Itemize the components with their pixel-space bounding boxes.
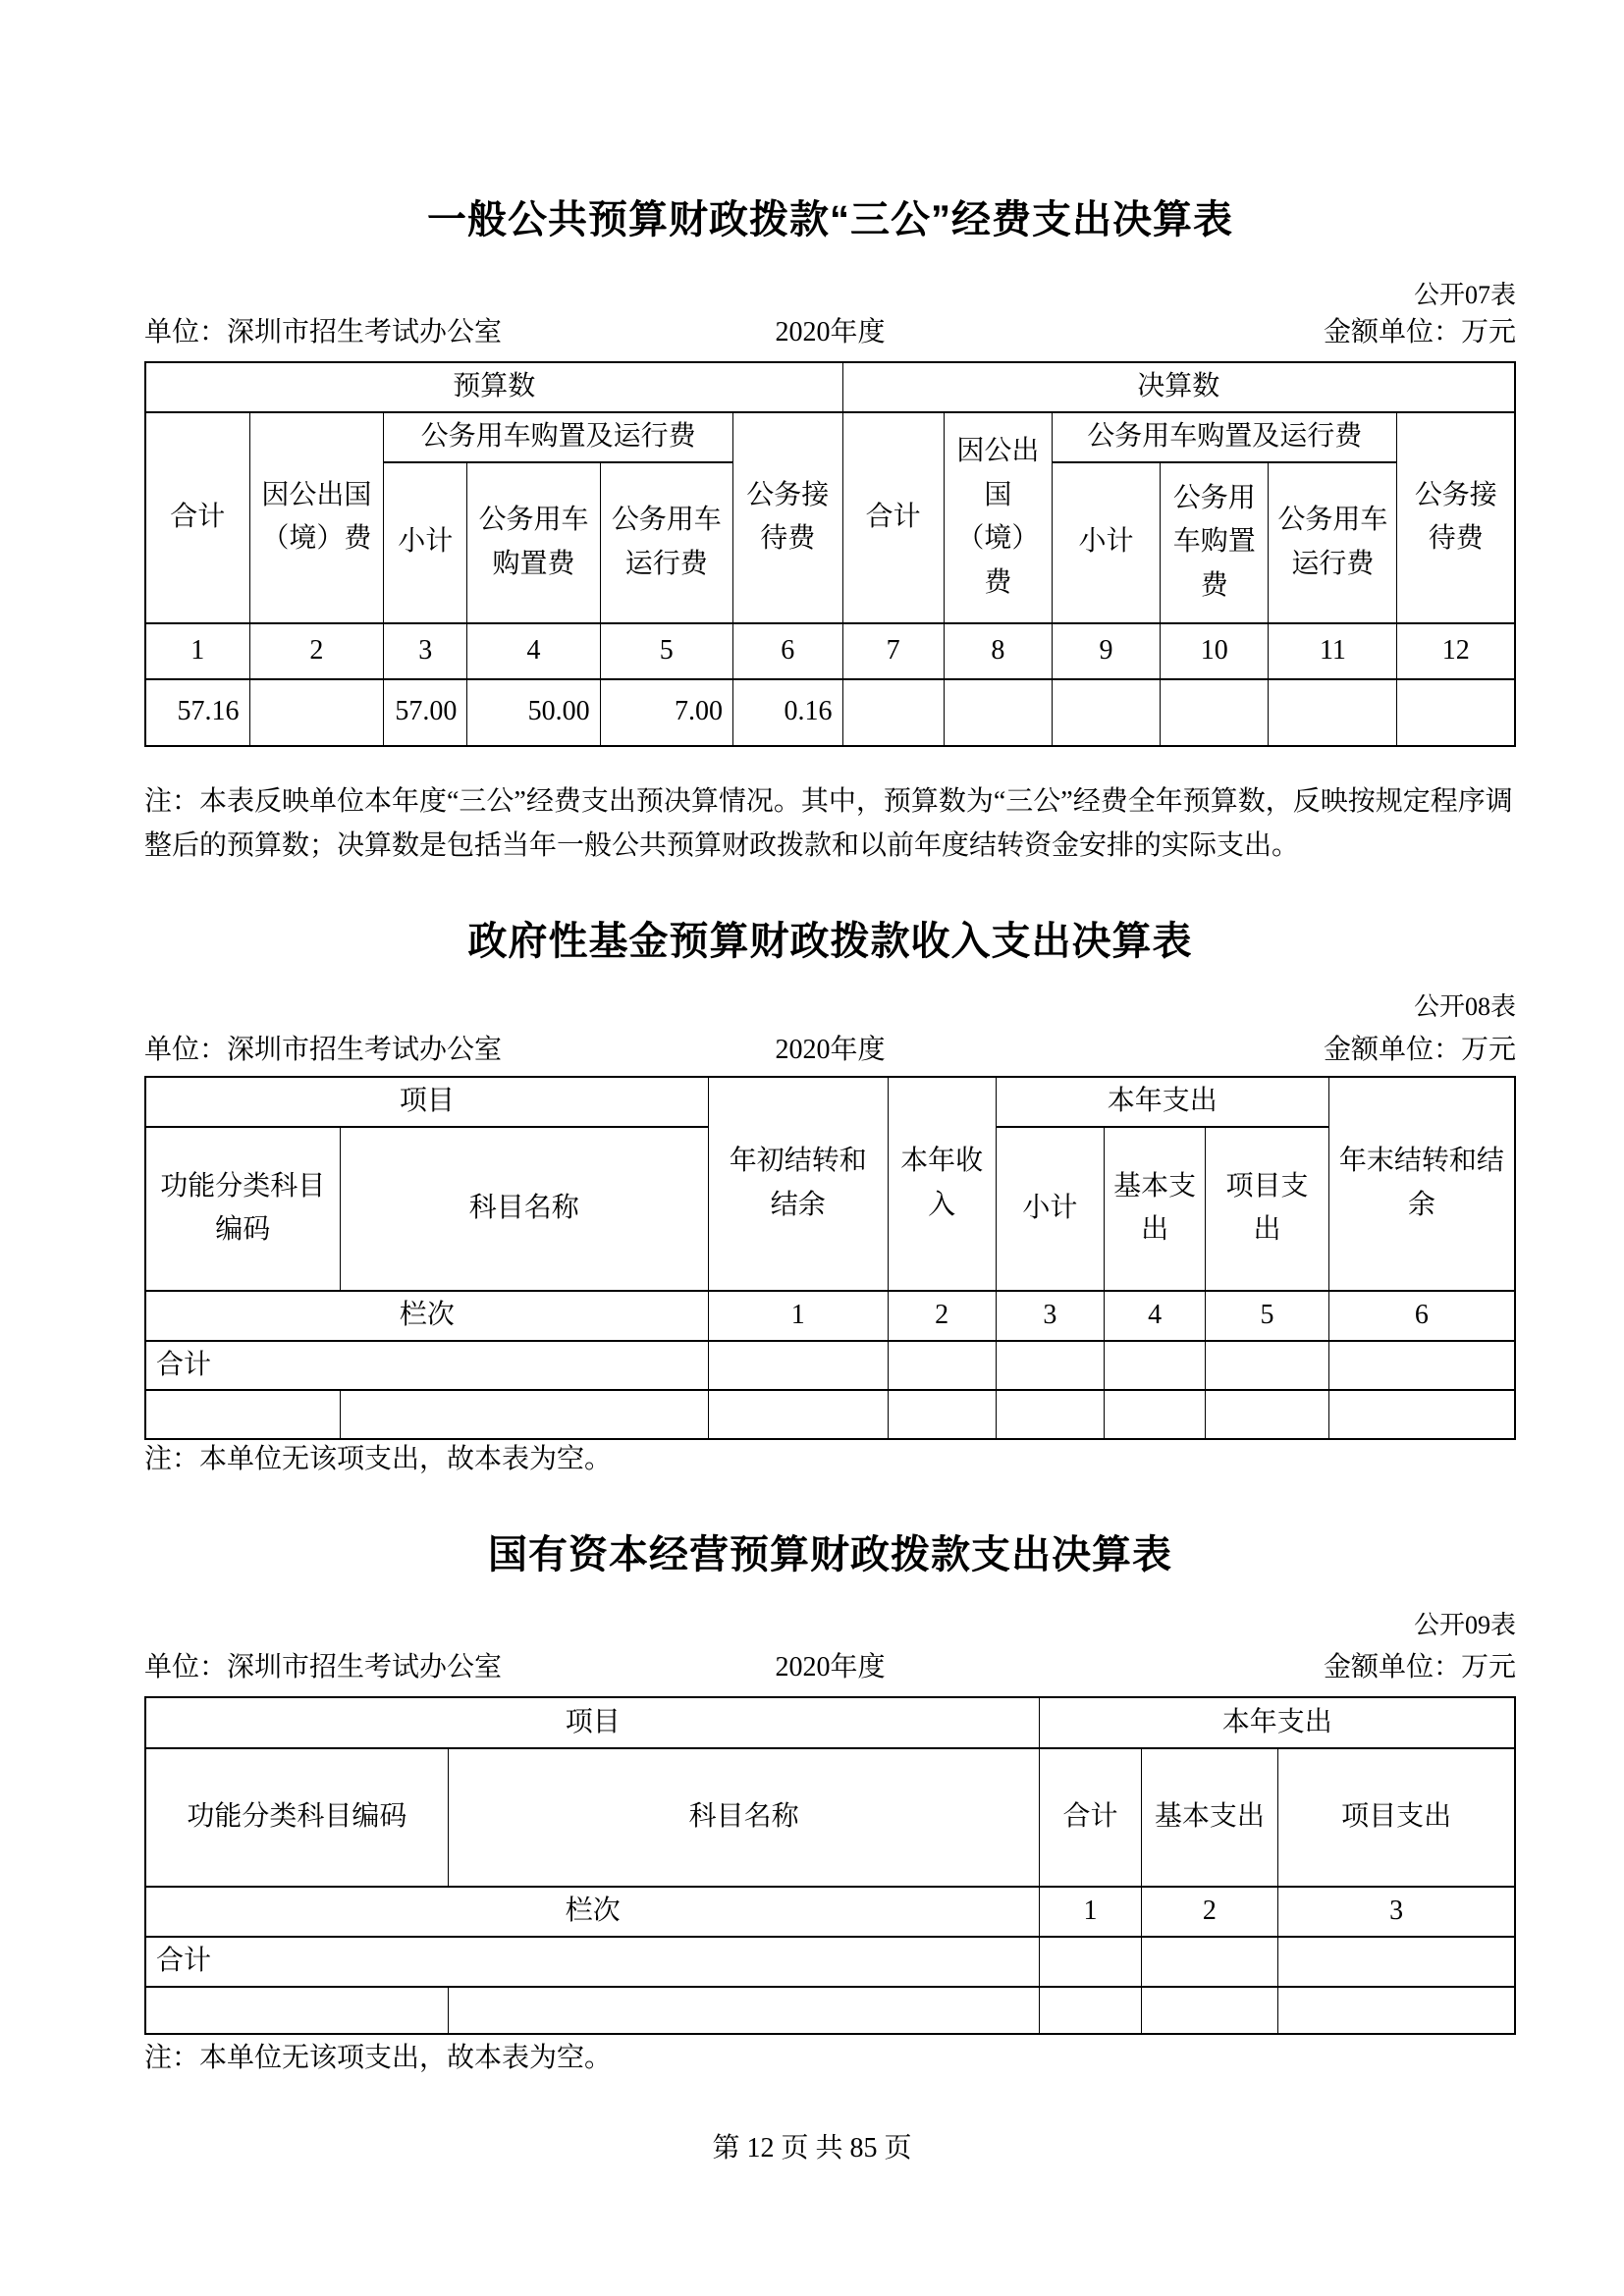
empty-cell [996, 1390, 1104, 1439]
value-cell [944, 679, 1052, 746]
empty-cell [1328, 1341, 1515, 1391]
section1-title: 一般公共预算财政拨款“三公”经费支出决算表 [427, 198, 1233, 241]
item-expense-header: 项目支出 [1206, 1127, 1329, 1291]
empty-cell [1104, 1390, 1205, 1439]
total-row-label: 合计 [145, 1341, 708, 1391]
column-number-cell: 1 [708, 1291, 888, 1341]
section3-amount-unit-label: 金额单位：万元 [1324, 1652, 1517, 1682]
column-number-cell: 4 [467, 623, 600, 679]
empty-cell [888, 1390, 996, 1439]
lanci-label-cell: 栏次 [145, 1291, 708, 1341]
section1-year-label: 2020年度 [775, 317, 886, 347]
budget-reception-header: 公务接待费 [732, 412, 842, 623]
budget-group-header: 预算数 [145, 362, 842, 412]
value-cell [1052, 679, 1160, 746]
budget-abroad-header: 因公出国（境）费 [249, 412, 384, 623]
section3-table-tag: 公开09表 [1413, 1611, 1516, 1639]
empty-cell [1206, 1390, 1329, 1439]
column-number-cell: 3 [996, 1291, 1104, 1341]
empty-cell [1040, 1987, 1141, 2034]
empty-cell [340, 1390, 708, 1439]
column-number-cell: 3 [384, 623, 467, 679]
column-number-cell: 2 [249, 623, 384, 679]
section3-title: 国有资本经营预算财政拨款支出决算表 [488, 1533, 1172, 1576]
value-cell [1397, 679, 1515, 746]
value-cell: 7.00 [600, 679, 732, 746]
begin-balance-header: 年初结转和结余 [708, 1077, 888, 1291]
year-expense-group-header: 本年支出 [1040, 1697, 1515, 1748]
empty-cell [1040, 1937, 1141, 1987]
page-number-footer: 第 12 页 共 85 页 [712, 2133, 912, 2163]
empty-cell [145, 1987, 448, 2034]
total-row-label: 合计 [145, 1937, 1040, 1987]
value-cell [249, 679, 384, 746]
final-group-header: 决算数 [842, 362, 1515, 412]
section3-year-label: 2020年度 [775, 1652, 886, 1682]
column-number-cell: 9 [1052, 623, 1160, 679]
final-vehicle-group-header: 公务用车购置及运行费 [1052, 412, 1397, 462]
final-abroad-header: 因公出国（境）费 [944, 412, 1052, 623]
subject-name-header: 科目名称 [448, 1748, 1040, 1887]
year-income-header: 本年收入 [888, 1077, 996, 1291]
empty-cell [996, 1341, 1104, 1391]
value-cell: 0.16 [732, 679, 842, 746]
final-total-header: 合计 [842, 412, 944, 623]
column-number-cell: 2 [1141, 1887, 1278, 1937]
project-group-header: 项目 [145, 1697, 1040, 1748]
column-number-cell: 6 [732, 623, 842, 679]
empty-cell [1141, 1937, 1278, 1987]
column-number-cell: 4 [1104, 1291, 1205, 1341]
item-expense-header: 项目支出 [1278, 1748, 1515, 1887]
final-operation-header: 公务用车运行费 [1269, 462, 1397, 623]
subject-name-header: 科目名称 [340, 1127, 708, 1291]
budget-subtotal-header: 小计 [384, 462, 467, 623]
column-number-cell: 2 [888, 1291, 996, 1341]
section3-meta-line [144, 1651, 1516, 1684]
year-expense-group-header: 本年支出 [996, 1077, 1328, 1127]
value-cell: 57.00 [384, 679, 467, 746]
empty-cell [1328, 1390, 1515, 1439]
empty-cell [448, 1987, 1040, 2034]
sangong-expense-table [144, 361, 1516, 747]
budget-vehicle-group-header: 公务用车购置及运行费 [384, 412, 733, 462]
section2-unit-label: 单位：深圳市招生考试办公室 [144, 1035, 503, 1065]
state-capital-table [144, 1696, 1516, 2035]
column-number-cell: 12 [1397, 623, 1515, 679]
value-cell [1161, 679, 1269, 746]
empty-cell [1104, 1341, 1205, 1391]
section2-year-label: 2020年度 [775, 1035, 886, 1065]
section1-note: 注：本表反映单位本年度“三公”经费支出预决算情况。其中，预算数为“三公”经费全年预算数，反映按规定程序调整后的预算数；决算数是包括当年一般公共预算财政拨款和以前年度结转资金安排的实际支出。 [144, 786, 1513, 861]
final-purchase-header: 公务用车购置费 [1161, 462, 1269, 623]
basic-expense-header: 基本支出 [1141, 1748, 1278, 1887]
value-cell [842, 679, 944, 746]
total-header: 合计 [1040, 1748, 1141, 1887]
section3-unit-label: 单位：深圳市招生考试办公室 [144, 1652, 503, 1682]
empty-cell [888, 1341, 996, 1391]
section1-amount-unit-label: 金额单位：万元 [1324, 317, 1517, 347]
empty-cell [145, 1390, 340, 1439]
empty-cell [1206, 1341, 1329, 1391]
column-number-cell: 7 [842, 623, 944, 679]
function-code-header: 功能分类科目编码 [145, 1748, 448, 1887]
empty-cell [708, 1341, 888, 1391]
empty-cell [1278, 1937, 1515, 1987]
budget-operation-header: 公务用车运行费 [600, 462, 732, 623]
basic-expense-header: 基本支出 [1104, 1127, 1205, 1291]
column-number-cell: 10 [1161, 623, 1269, 679]
budget-total-header: 合计 [145, 412, 249, 623]
section1-table-tag: 公开07表 [1413, 281, 1516, 309]
value-cell: 50.00 [467, 679, 600, 746]
column-number-cell: 1 [145, 623, 249, 679]
column-number-cell: 5 [1206, 1291, 1329, 1341]
column-number-cell: 3 [1278, 1887, 1515, 1937]
section1-meta-line [144, 316, 1516, 349]
section2-title: 政府性基金预算财政拨款收入支出决算表 [467, 920, 1193, 963]
section1-unit-label: 单位：深圳市招生考试办公室 [144, 317, 503, 347]
section2-amount-unit-label: 金额单位：万元 [1324, 1035, 1517, 1065]
section3-note: 注：本单位无该项支出，故本表为空。 [144, 2043, 613, 2073]
project-group-header: 项目 [145, 1077, 708, 1127]
column-number-cell: 11 [1269, 623, 1397, 679]
value-cell [1269, 679, 1397, 746]
value-cell: 57.16 [145, 679, 249, 746]
end-balance-header: 年末结转和结余 [1328, 1077, 1515, 1291]
column-number-cell: 1 [1040, 1887, 1141, 1937]
column-number-cell: 6 [1328, 1291, 1515, 1341]
gov-fund-table [144, 1076, 1516, 1440]
final-reception-header: 公务接待费 [1397, 412, 1515, 623]
column-number-cell: 8 [944, 623, 1052, 679]
empty-cell [1278, 1987, 1515, 2034]
lanci-label-cell: 栏次 [145, 1887, 1040, 1937]
section2-note: 注：本单位无该项支出，故本表为空。 [144, 1444, 613, 1474]
subtotal-header: 小计 [996, 1127, 1104, 1291]
section2-table-tag: 公开08表 [1413, 992, 1516, 1021]
final-subtotal-header: 小计 [1052, 462, 1160, 623]
column-number-cell: 5 [600, 623, 732, 679]
budget-purchase-header: 公务用车购置费 [467, 462, 600, 623]
empty-cell [708, 1390, 888, 1439]
section2-meta-line [144, 1034, 1516, 1067]
function-code-header: 功能分类科目编码 [145, 1127, 340, 1291]
empty-cell [1141, 1987, 1278, 2034]
